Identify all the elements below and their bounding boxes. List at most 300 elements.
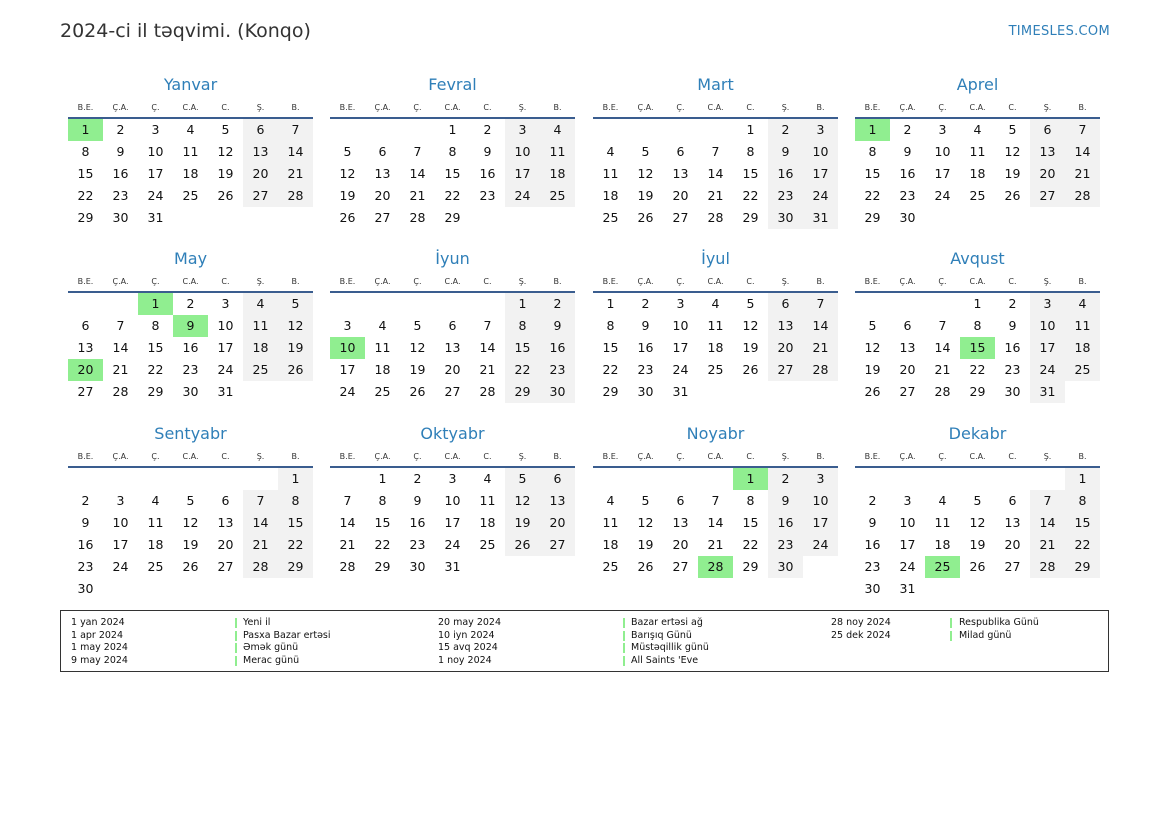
day-cell: 31: [147, 210, 164, 225]
day-cell: 29: [864, 210, 881, 225]
day-cell: 29: [444, 210, 461, 225]
day-cell: 6: [221, 493, 230, 508]
day-cell: 29: [742, 210, 759, 225]
day-cell: 22: [374, 537, 391, 552]
day-cell: 26: [742, 362, 759, 377]
day-cell: 4: [186, 122, 195, 137]
legend-marker: [235, 656, 237, 666]
weekday-label: C.: [746, 277, 755, 286]
day-cell: 4: [606, 493, 615, 508]
day-cell: 22: [77, 188, 94, 203]
day-cell: 9: [641, 318, 650, 333]
day-cell: 18: [602, 188, 619, 203]
weekday-label: C.A.: [969, 452, 986, 461]
weekday-header: [593, 451, 838, 464]
day-grid: [593, 293, 838, 425]
weekday-label: Ç.A.: [899, 103, 916, 112]
day-cell: 11: [479, 493, 496, 508]
day-cell: 27: [374, 210, 391, 225]
day-cell: 27: [1004, 559, 1021, 574]
site-link[interactable]: TIMESLES.COM: [1008, 24, 1110, 39]
legend-marker: [235, 618, 237, 628]
day-cell: 15: [742, 515, 759, 530]
day-cell: 28: [803, 359, 838, 381]
day-cell: 29: [1065, 556, 1100, 578]
weekday-label: Ş.: [1043, 452, 1052, 461]
day-cell: 8: [448, 144, 457, 159]
weekday-label: Ş.: [256, 103, 265, 112]
weekday-label: Ş.: [1043, 277, 1052, 286]
day-cell: 7: [1030, 490, 1065, 512]
legend-marker: [235, 631, 237, 641]
day-cell: 31: [217, 384, 234, 399]
day-cell: 23: [479, 188, 496, 203]
day-cell: 20: [1030, 163, 1065, 185]
legend-holiday-name: Bazar ertəsi ağ: [631, 617, 703, 628]
day-cell: 28: [934, 384, 951, 399]
day-cell: 21: [112, 362, 129, 377]
day-cell: 17: [899, 537, 916, 552]
day-cell: 30: [864, 581, 881, 596]
day-cell: 10: [147, 144, 164, 159]
day-cell: 23: [77, 559, 94, 574]
day-cell: 13: [77, 340, 94, 355]
day-cell: 10: [217, 318, 234, 333]
day-cell: 30: [768, 207, 803, 229]
month-6: [330, 249, 575, 419]
day-cell: 14: [339, 515, 356, 530]
day-cell: 6: [540, 468, 575, 490]
day-cell: 13: [374, 166, 391, 181]
day-cell: 30: [112, 210, 129, 225]
day-cell: 20: [540, 512, 575, 534]
day-cell: 16: [864, 537, 881, 552]
day-cell: 14: [803, 315, 838, 337]
day-cell: 11: [602, 515, 619, 530]
weekday-label: B.: [553, 277, 562, 286]
weekday-label: B.E.: [339, 103, 356, 112]
day-grid: [855, 293, 1100, 425]
day-cell: 30: [899, 210, 916, 225]
weekday-label: C.: [1008, 103, 1017, 112]
day-cell: 3: [116, 493, 125, 508]
day-grid: [330, 293, 575, 425]
day-cell: 16: [768, 512, 803, 534]
month-5: [68, 249, 313, 419]
day-cell: 2: [868, 493, 877, 508]
day-cell: 1: [973, 296, 982, 311]
month-name: Sentyabr: [154, 424, 227, 443]
weekday-label: Ç.A.: [899, 277, 916, 286]
day-cell: 10: [934, 144, 951, 159]
day-cell: 7: [278, 119, 313, 141]
day-cell: 17: [803, 512, 838, 534]
day-cell: 18: [374, 362, 391, 377]
day-cell: 4: [938, 493, 947, 508]
day-cell: 3: [676, 296, 685, 311]
weekday-label: C.: [746, 452, 755, 461]
day-cell: 31: [672, 384, 689, 399]
day-cell: 4: [540, 119, 575, 141]
day-cell: 27: [77, 384, 94, 399]
day-grid: [68, 293, 313, 425]
weekday-label: Ç.: [151, 103, 160, 112]
day-cell: 2: [540, 293, 575, 315]
weekday-label: Ç.: [938, 277, 947, 286]
month-7: [593, 249, 838, 419]
day-cell: 8: [746, 144, 755, 159]
day-cell: 23: [540, 359, 575, 381]
day-cell: 2: [186, 296, 195, 311]
legend-holiday-name: Əmək günü: [243, 642, 299, 654]
day-cell: 24: [1030, 359, 1065, 381]
day-cell: 1: [746, 122, 755, 137]
day-cell: 1: [378, 471, 387, 486]
day-cell: 22: [147, 362, 164, 377]
month-name: Aprel: [956, 75, 999, 94]
weekday-header: [593, 276, 838, 289]
day-cell: 3: [151, 122, 160, 137]
legend-holiday-name: Milad günü: [959, 629, 1012, 641]
weekday-header: [855, 451, 1100, 464]
day-cell: 16: [768, 163, 803, 185]
legend-holiday-name: Merac günü: [243, 654, 300, 666]
day-cell: 18: [602, 537, 619, 552]
day-cell: 13: [672, 166, 689, 181]
day-cell: 28: [707, 210, 724, 225]
day-cell: 29: [147, 384, 164, 399]
day-cell: 4: [606, 144, 615, 159]
weekday-label: Ç.: [413, 103, 422, 112]
day-cell: 31: [444, 559, 461, 574]
day-cell: 22: [1065, 534, 1100, 556]
day-cell: 7: [803, 293, 838, 315]
day-cell: 15: [147, 340, 164, 355]
day-cell: 6: [676, 493, 685, 508]
day-cell: 19: [637, 537, 654, 552]
weekday-label: B.: [1078, 277, 1087, 286]
day-cell: 6: [243, 119, 278, 141]
day-cell: 26: [278, 359, 313, 381]
day-cell: 18: [969, 166, 986, 181]
day-cell: 24: [444, 537, 461, 552]
weekday-header: [68, 276, 313, 289]
weekday-label: C.A.: [707, 103, 724, 112]
day-cell: 26: [637, 559, 654, 574]
day-cell: 6: [676, 144, 685, 159]
day-cell: 2: [413, 471, 422, 486]
month-11: [593, 424, 838, 594]
day-cell: 11: [602, 166, 619, 181]
day-grid: [855, 468, 1100, 600]
weekday-label: Ç.A.: [637, 103, 654, 112]
month-name: İyul: [701, 249, 730, 268]
day-cell: 19: [742, 340, 759, 355]
weekday-label: B.: [291, 103, 300, 112]
day-cell: 24: [899, 559, 916, 574]
day-cell: 5: [505, 468, 540, 490]
day-cell: 20: [374, 188, 391, 203]
weekday-header: [68, 451, 313, 464]
day-cell: 20: [768, 337, 803, 359]
day-cell: 20: [444, 362, 461, 377]
weekday-label: Ç.: [413, 277, 422, 286]
day-cell: 19: [339, 188, 356, 203]
day-cell: 12: [505, 490, 540, 512]
legend-holiday-name: Müstəqillik günü: [631, 642, 709, 654]
day-cell: 20: [243, 163, 278, 185]
day-cell: 27: [1030, 185, 1065, 207]
day-cell: 16: [637, 340, 654, 355]
day-grid: [330, 119, 575, 251]
day-cell: 22: [969, 362, 986, 377]
day-cell: 18: [934, 537, 951, 552]
holiday-day-cell: 28: [698, 556, 733, 578]
day-cell: 12: [637, 166, 654, 181]
day-cell: 13: [768, 315, 803, 337]
day-cell: 17: [112, 537, 129, 552]
day-cell: 14: [243, 512, 278, 534]
day-cell: 31: [899, 581, 916, 596]
day-cell: 15: [77, 166, 94, 181]
month-name: May: [173, 249, 208, 268]
day-cell: 11: [707, 318, 724, 333]
page-title: 2024-ci il təqvimi. (Konqo): [60, 20, 311, 42]
day-cell: 3: [343, 318, 352, 333]
weekday-label: Ç.A.: [374, 452, 391, 461]
day-cell: 29: [969, 384, 986, 399]
day-cell: 19: [1004, 166, 1021, 181]
day-cell: 8: [505, 315, 540, 337]
day-cell: 3: [448, 471, 457, 486]
day-cell: 25: [182, 188, 199, 203]
day-cell: 21: [409, 188, 426, 203]
weekday-label: B.E.: [339, 277, 356, 286]
legend-date: 1 noy 2024: [438, 654, 492, 666]
day-cell: 23: [1004, 362, 1021, 377]
day-cell: 19: [864, 362, 881, 377]
legend-holiday-name: Respublika Günü: [959, 617, 1039, 628]
day-cell: 5: [1008, 122, 1017, 137]
day-cell: 28: [112, 384, 129, 399]
day-cell: 10: [899, 515, 916, 530]
day-cell: 19: [969, 537, 986, 552]
day-cell: 3: [505, 119, 540, 141]
weekday-label: C.: [221, 452, 230, 461]
day-cell: 26: [409, 384, 426, 399]
day-cell: 29: [602, 384, 619, 399]
day-cell: 26: [1004, 188, 1021, 203]
day-cell: 11: [540, 141, 575, 163]
day-cell: 13: [444, 340, 461, 355]
day-cell: 4: [711, 296, 720, 311]
day-cell: 16: [112, 166, 129, 181]
day-cell: 5: [413, 318, 422, 333]
day-grid: [593, 119, 838, 251]
weekday-label: Ç.A.: [112, 103, 129, 112]
day-cell: 12: [339, 166, 356, 181]
holiday-day-cell: 10: [330, 337, 365, 359]
weekday-header: [330, 276, 575, 289]
day-cell: 4: [483, 471, 492, 486]
day-cell: 22: [602, 362, 619, 377]
weekday-label: Ç.A.: [899, 452, 916, 461]
day-cell: 16: [479, 166, 496, 181]
legend-holiday-name: Yeni il: [243, 617, 271, 628]
weekday-header: [855, 102, 1100, 115]
day-cell: 12: [742, 318, 759, 333]
day-cell: 6: [1030, 119, 1065, 141]
weekday-label: Ş.: [781, 277, 790, 286]
day-cell: 16: [182, 340, 199, 355]
day-cell: 8: [746, 493, 755, 508]
day-cell: 30: [540, 381, 575, 403]
day-cell: 21: [707, 537, 724, 552]
day-cell: 4: [151, 493, 160, 508]
day-cell: 10: [803, 141, 838, 163]
weekday-header: [855, 276, 1100, 289]
month-8: [855, 249, 1100, 419]
weekday-label: B.: [816, 452, 825, 461]
day-cell: 19: [409, 362, 426, 377]
day-cell: 28: [409, 210, 426, 225]
day-cell: 8: [278, 490, 313, 512]
day-cell: 11: [374, 340, 391, 355]
day-cell: 23: [768, 185, 803, 207]
month-name: Fevral: [428, 75, 477, 94]
day-cell: 24: [339, 384, 356, 399]
weekday-label: B.: [553, 452, 562, 461]
day-cell: 4: [378, 318, 387, 333]
day-cell: 29: [278, 556, 313, 578]
day-cell: 18: [182, 166, 199, 181]
day-cell: 20: [672, 188, 689, 203]
day-cell: 9: [903, 144, 912, 159]
legend-date: 1 apr 2024: [71, 629, 124, 641]
day-cell: 4: [243, 293, 278, 315]
holiday-day-cell: 25: [925, 556, 960, 578]
weekday-label: Ç.A.: [374, 103, 391, 112]
day-cell: 18: [707, 340, 724, 355]
weekday-label: B.E.: [602, 452, 619, 461]
day-cell: 12: [409, 340, 426, 355]
weekday-label: B.E.: [77, 103, 94, 112]
weekday-label: Ç.A.: [637, 277, 654, 286]
day-cell: 3: [803, 119, 838, 141]
weekday-label: C.: [1008, 452, 1017, 461]
weekday-label: C.A.: [182, 452, 199, 461]
weekday-label: Ç.A.: [112, 452, 129, 461]
weekday-label: C.: [483, 277, 492, 286]
day-cell: 21: [339, 537, 356, 552]
day-cell: 6: [768, 293, 803, 315]
weekday-label: C.A.: [182, 103, 199, 112]
day-cell: 18: [479, 515, 496, 530]
day-cell: 27: [672, 559, 689, 574]
day-cell: 13: [243, 141, 278, 163]
day-cell: 14: [479, 340, 496, 355]
day-cell: 3: [803, 468, 838, 490]
day-cell: 14: [1065, 141, 1100, 163]
day-cell: 23: [768, 534, 803, 556]
holiday-day-cell: 1: [733, 468, 768, 490]
day-cell: 18: [540, 163, 575, 185]
day-cell: 25: [969, 188, 986, 203]
month-name: İyun: [435, 249, 470, 268]
day-cell: 14: [278, 141, 313, 163]
weekday-label: C.A.: [444, 103, 461, 112]
holiday-day-cell: 9: [173, 315, 208, 337]
day-cell: 21: [479, 362, 496, 377]
day-cell: 18: [1065, 337, 1100, 359]
day-cell: 7: [483, 318, 492, 333]
holiday-legend: [60, 610, 1109, 672]
legend-date: 15 avq 2024: [438, 642, 498, 654]
day-cell: 11: [969, 144, 986, 159]
day-cell: 10: [444, 493, 461, 508]
day-cell: 10: [1030, 315, 1065, 337]
day-cell: 5: [641, 493, 650, 508]
day-cell: 25: [147, 559, 164, 574]
day-cell: 17: [505, 163, 540, 185]
day-cell: 25: [602, 210, 619, 225]
day-grid: [330, 468, 575, 600]
weekday-label: Ş.: [1043, 103, 1052, 112]
day-cell: 30: [768, 556, 803, 578]
day-cell: 26: [637, 210, 654, 225]
day-cell: 22: [742, 188, 759, 203]
day-cell: 3: [221, 296, 230, 311]
day-cell: 30: [1004, 384, 1021, 399]
day-cell: 4: [973, 122, 982, 137]
day-cell: 13: [1030, 141, 1065, 163]
weekday-label: Ç.: [676, 103, 685, 112]
day-cell: 9: [483, 144, 492, 159]
day-cell: 5: [343, 144, 352, 159]
day-cell: 28: [243, 556, 278, 578]
day-cell: 21: [934, 362, 951, 377]
day-cell: 30: [637, 384, 654, 399]
weekday-label: Ç.: [151, 452, 160, 461]
day-cell: 21: [243, 534, 278, 556]
day-cell: 5: [221, 122, 230, 137]
day-cell: 1: [278, 468, 313, 490]
weekday-header: [330, 451, 575, 464]
day-cell: 14: [409, 166, 426, 181]
day-cell: 24: [112, 559, 129, 574]
day-cell: 23: [112, 188, 129, 203]
weekday-label: Ç.: [151, 277, 160, 286]
legend-date: 25 dek 2024: [831, 629, 891, 641]
weekday-label: B.: [816, 277, 825, 286]
month-name: Oktyabr: [420, 424, 485, 443]
day-cell: 31: [1030, 381, 1065, 403]
day-cell: 24: [803, 534, 838, 556]
day-cell: 14: [1030, 512, 1065, 534]
day-cell: 14: [707, 515, 724, 530]
day-cell: 19: [505, 512, 540, 534]
day-cell: 8: [1065, 490, 1100, 512]
day-cell: 15: [505, 337, 540, 359]
day-cell: 2: [81, 493, 90, 508]
day-cell: 24: [505, 185, 540, 207]
weekday-label: C.: [746, 103, 755, 112]
day-cell: 23: [864, 559, 881, 574]
day-cell: 26: [864, 384, 881, 399]
day-cell: 7: [343, 493, 352, 508]
day-cell: 28: [1065, 185, 1100, 207]
legend-date: 1 yan 2024: [71, 617, 125, 628]
